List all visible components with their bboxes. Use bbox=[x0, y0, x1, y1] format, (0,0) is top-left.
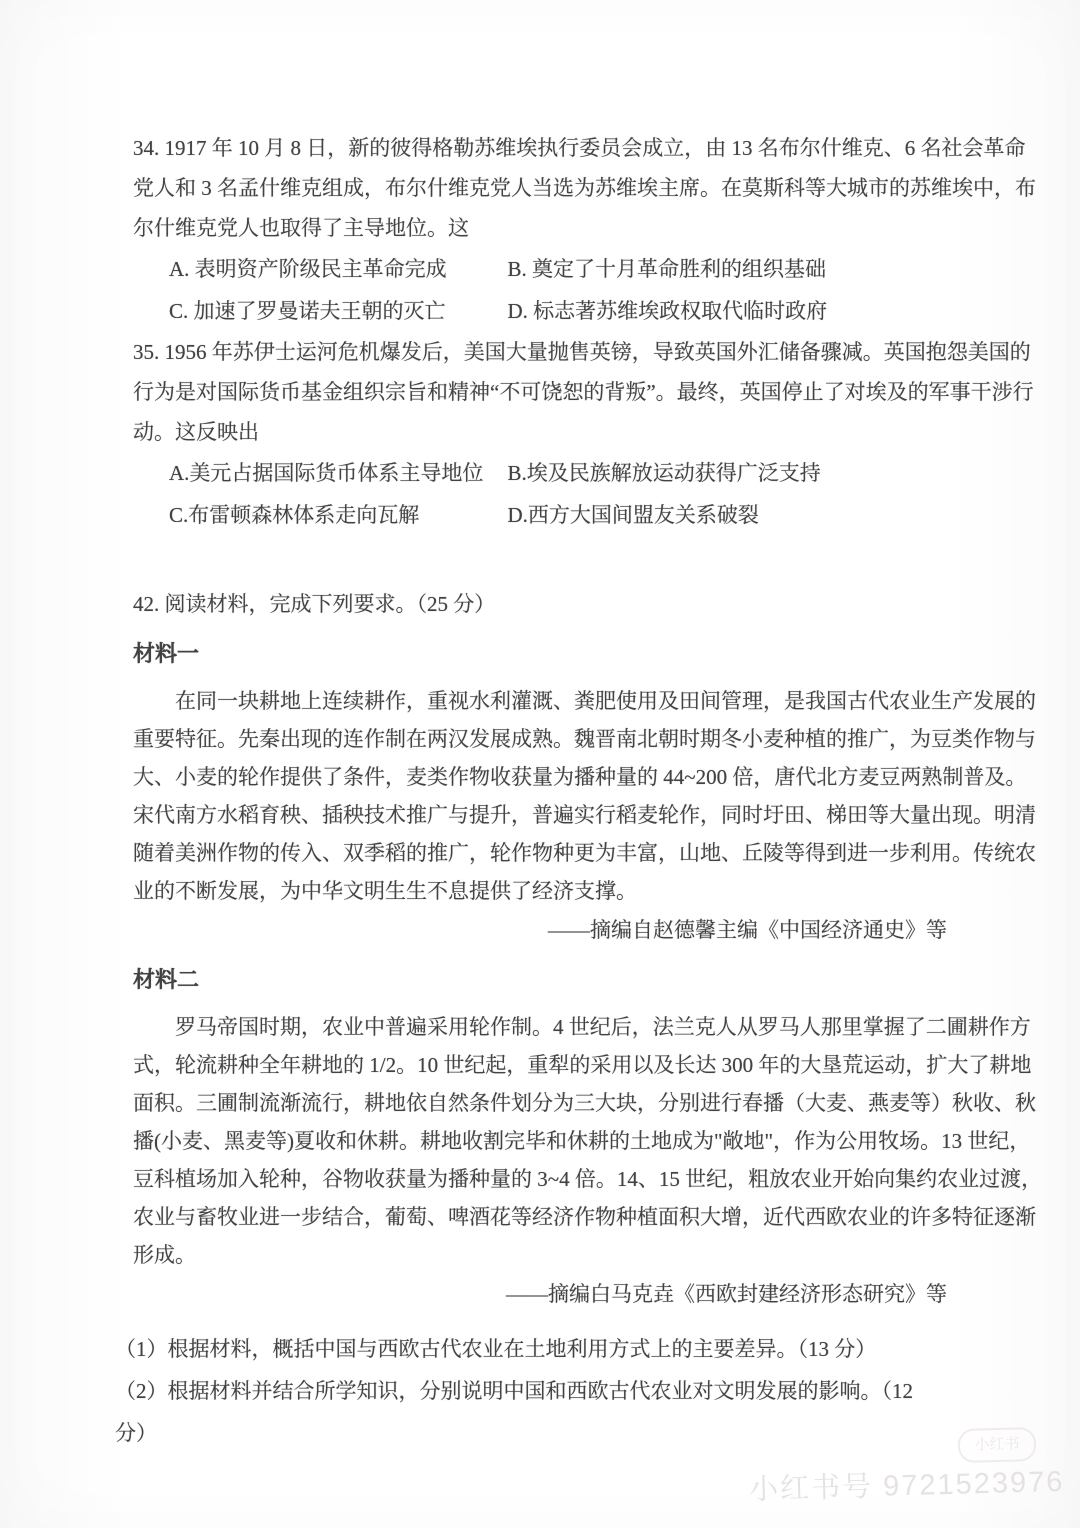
question-35-option-c: C.布雷顿森林体系走向瓦解 bbox=[169, 503, 420, 527]
question-35-option-b: B.埃及民族解放运动获得广泛支持 bbox=[507, 461, 821, 485]
question-34 bbox=[133, 128, 1036, 332]
material-1-line: 宋代南方水稻育秧、插秧技术推广与提升，普遍实行稻麦轮作，同时圩田、梯田等大量出现。明清 bbox=[133, 803, 1036, 827]
material-2-line: 罗马帝国时期，农业中普遍采用轮作制。4 世纪后，法兰克人从罗马人那里掌握了二圃耕作方 bbox=[175, 1015, 1031, 1039]
material-1-line: 随着美洲作物的传入、双季稻的推广，轮作物种更为丰富，山地、丘陵等得到进一步利用。传统农 bbox=[133, 841, 1036, 865]
material-1-text bbox=[133, 682, 1036, 910]
question-35-stem-line: 动。这反映出 bbox=[133, 420, 259, 444]
question-35-stem-line: 35. 1956 年苏伊士运河危机爆发后，美国大量抛售英镑，导致英国外汇储备骤减。英国抱怨美国的 bbox=[133, 340, 1031, 364]
question-35-option-a: A.美元占据国际货币体系主导地位 bbox=[169, 461, 484, 485]
question-35-options-row-2 bbox=[133, 494, 947, 536]
material-2-heading: 材料二 bbox=[133, 967, 200, 992]
question-34-options-row-1 bbox=[133, 248, 947, 290]
question-34-option-a: A. 表明资产阶级民主革命完成 bbox=[169, 257, 447, 281]
question-35-options-row-1 bbox=[133, 452, 947, 494]
material-1-source: ——摘编自赵德馨主编《中国经济通史》等 bbox=[548, 918, 947, 942]
question-35-stem-line: 行为是对国际货币基金组织宗旨和精神“不可饶恕的背叛”。最终，英国停止了对埃及的军事干涉行 bbox=[133, 380, 1034, 404]
question-34-stem-line: 尔什维克党人也取得了主导地位。这 bbox=[133, 216, 469, 240]
material-2-text bbox=[133, 1008, 1043, 1274]
question-35 bbox=[133, 332, 1034, 536]
question-34-option-c: C. 加速了罗曼诺夫王朝的灭亡 bbox=[169, 299, 446, 323]
question-42-sub-2: （2）根据材料并结合所学知识，分别说明中国和西欧古代农业对文明发展的影响。（12 分） bbox=[115, 1379, 913, 1445]
material-2-line: 式，轮流耕种全年耕地的 1/2。10 世纪起，重犁的采用以及长达 300 年的大垦荒运动，扩大了耕地 bbox=[133, 1053, 1032, 1077]
material-2-line: 面积。三圃制流渐流行，耕地依自然条件划分为三大块，分别进行春播（大麦、燕麦等）秋收、秋 bbox=[133, 1091, 1036, 1115]
material-2-source: ——摘编白马克垚《西欧封建经济形态研究》等 bbox=[506, 1282, 947, 1306]
xiaohongshu-logo-badge: 小红书 bbox=[958, 1427, 1037, 1463]
question-35-option-d: D.西方大国间盟友关系破裂 bbox=[507, 503, 759, 527]
material-2-line: 农业与畜牧业进一步结合，葡萄、啤酒花等经济作物种植面积大增，近代西欧农业的许多特征逐渐 bbox=[133, 1205, 1036, 1229]
material-2-line: 形成。 bbox=[133, 1243, 196, 1267]
material-1-line: 业的不断发展，为中华文明生生不息提供了经济支撑。 bbox=[133, 879, 637, 903]
xiaohongshu-account-watermark: 小红书号 9721523976 bbox=[748, 1465, 1065, 1507]
material-2-line: 播(小麦、黑麦等)夏收和休耕。耕地收割完毕和休耕的土地成为"敞地"，作为公用牧场。13 世纪， bbox=[133, 1129, 1031, 1153]
material-1-line: 在同一块耕地上连续耕作，重视水利灌溉、粪肥使用及田间管理，是我国古代农业生产发展的 bbox=[175, 689, 1036, 713]
material-1-line: 重要特征。先秦出现的连作制在两汉发展成熟。魏晋南北朝时期冬小麦种植的推广，为豆类作物与 bbox=[133, 727, 1036, 751]
material-1-line: 大、小麦的轮作提供了条件，麦类作物收获量为播种量的 44~200 倍，唐代北方麦豆两熟制普及。 bbox=[133, 765, 1027, 789]
material-1-heading: 材料一 bbox=[133, 641, 200, 666]
question-34-option-d: D. 标志著苏维埃政权取代临时政府 bbox=[507, 299, 828, 323]
question-34-stem-line: 34. 1917 年 10 月 8 日，新的彼得格勒苏维埃执行委员会成立，由 13 名布尔什维克、6 名社会革命 bbox=[133, 136, 1026, 160]
question-34-option-b: B. 奠定了十月革命胜利的组织基础 bbox=[507, 257, 826, 281]
material-2-line: 豆科植场加入轮种，谷物收获量为播种量的 3~4 倍。14、15 世纪，粗放农业开始向集约农业过渡， bbox=[133, 1167, 1043, 1191]
question-34-options-row-2 bbox=[133, 290, 947, 332]
question-42-sub-1: （1）根据材料，概括中国与西欧古代农业在土地利用方式上的主要差异。（13 分） bbox=[115, 1337, 877, 1361]
question-42-title: 42. 阅读材料，完成下列要求。（25 分） bbox=[133, 592, 496, 616]
question-34-stem-line: 党人和 3 名孟什维克组成，布尔什维克党人当选为苏维埃主席。在莫斯科等大城市的苏维埃中，布 bbox=[133, 176, 1036, 200]
